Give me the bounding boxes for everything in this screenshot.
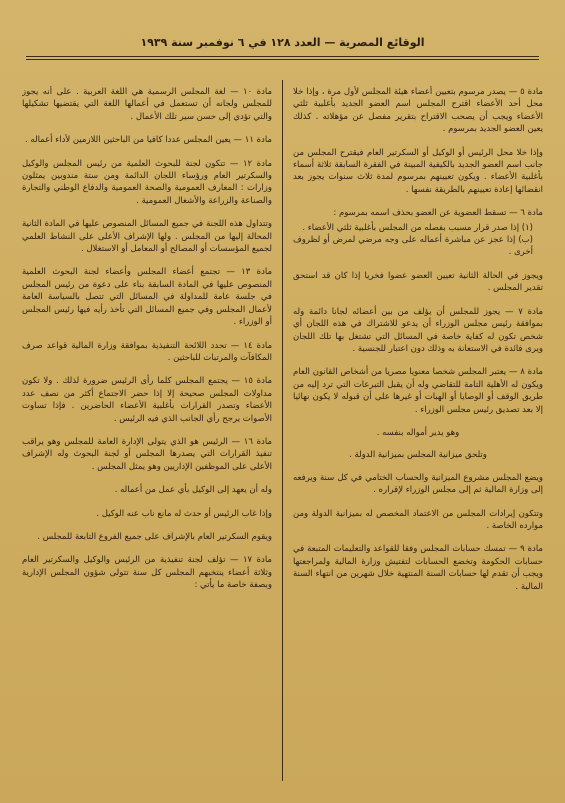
header-rule [26, 56, 539, 57]
article-10: مادة ١٠ — لغة المجلس الرسمية هي اللغة العربية . على أنه يجوز للمجلس ولجانه أن تستعمل في أعمالها اللغة التي يقتضيها تشكيلها والتي تؤدي إلى حسن سير تلك الأعمال . [22, 87, 272, 122]
article-16-line-1: وله أن يعهد إلى الوكيل بأي عمل من أعماله . [114, 485, 272, 496]
article-15: مادة ١٥ — يجتمع المجلس كلما رأى الرئيس ضرورة لذلك . ولا تكون مداولات المجلس صحيحة إلا إذا حضر الاجتماع أكثر من نصف عدد الأعضاء وتصدر القرارات بأغلبية الأعضاء الحاضرين . فإذا تساوت الأصوات يرجح رأي الجانب الذي فيه الرئيس . [22, 376, 272, 424]
left-column [22, 86, 272, 783]
article-6: مادة ٦ — تسقط العضوية عن العضو بحذف اسمه بمرسوم : [333, 208, 543, 219]
article-6-paragraph: ويجوز في الحالة الثانية تعيين العضو عضوا فخريا إذا كان قد استحق تقدير المجلس . [293, 270, 543, 294]
article-8: مادة ٨ — يعتبر المجلس شخصا معنويا مصريا من أشخاص القانون العام ويكون له الأهلية التامة للتقاضي وله أن يقبل التبرعات التي ترد إليه من طريق الوقف أو الوصايا أو الهبات أو غيرها على أن قبوله لا يكون نهائيا إلا بعد تصديق رئيس مجلس الوزراء . [293, 367, 543, 415]
article-16-line-2: وإذا غاب الرئيس أو حدث له مانع ناب عنه الوكيل . [96, 508, 272, 519]
article-12: مادة ١٢ — تتكون لجنة للبحوث العلمية من رئيس المجلس والوكيل والسكرتير العام ورؤساء اللجان الدائمة ومن ستة مندوبين يمثلون وزارات : المعارف العمومية والصحة العمومية والدفاع الوطني والتجارة والصناعة والزراعة والأشغال العمومية . [22, 158, 272, 206]
budget-line: وتلحق ميزانية المجلس بميزانية الدولة . [349, 450, 487, 461]
article-17: مادة ١٧ — تؤلف لجنة تنفيذية من الرئيس والوكيل والسكرتير العام وثلاثة أعضاء ينتخبهم المجلس كل سنة تتولى شؤون المجلس الإدارية وبصفة خاصة ما يأتي : [22, 555, 272, 591]
article-8-line: وهو يدير أمواله بنفسه . [376, 427, 460, 438]
article-5-paragraph-2: وإذا خلا محل الرئيس أو الوكيل أو السكرتير العام فيقترح المجلس من جانب اسم العضو الجديد بالكيفية المبينة في الفقرة السابقة ثلاثة أسماء بأغلبية الأعضاء . ويكون تعيينهم بمرسوم لمدة ثلاث سنوات يجوز بعد انقضائها إعادة تعيينهم بالطريقة نفسها . [293, 147, 543, 195]
header-rule-thin [26, 59, 539, 60]
revenue-paragraph: وتتكون إيرادات المجلس من الاعتماد المخصص له بميزانية الدولة ومن موارده الخاصة . [293, 508, 543, 531]
article-16-line-3: ويقوم السكرتير العام بالإشراف على جميع الفروع التابعة للمجلس . [37, 531, 272, 542]
article-13: مادة ١٣ — تجتمع أعضاء المجلس وأعضاء لجنة البحوث العلمية المنصوص عليها في المادة السابقة بناء على دعوة من رئيس المجلس في جلسة عامة للمداولة في المسائل التي تتصل بالسياسة العامة لأعمال المجلس وفي جميع المسائل التي تأخذ رأيه فيها رئيس المجلس أو الوزراء . [22, 267, 272, 328]
article-7: مادة ٧ — يجوز للمجلس أن يؤلف من بين أعضائه لجانا دائمة وله بموافقة رئيس مجلس الوزراء أن يدعو للاشتراك في هذه اللجان أي شخص تكون له كفاية خاصة في المسائل التي تشتغل بها تلك اللجان ويرى فائدة في الاستعانة به وذلك دون اعتبار للجنسية . [293, 306, 543, 354]
article-12-paragraph: وتتداول هذه اللجنة في جميع المسائل المنصوص عليها في المادة الثانية المحالة إليها من المجلس . ولها الإشراف الأعلى على النشاط العلمي لجميع المؤسسات أو المصالح أو المعامل أو الاستغلال . [22, 219, 272, 255]
column-divider [282, 80, 283, 781]
article-5: مادة ٥ — يصدر مرسوم بتعيين أعضاء هيئة المجلس لأول مرة ، وإذا خلا محل أحد الأعضاء اقترح المجلس اسم العضو الجديد بأغلبية ثلثي الأعضاء ويجب أن يصحب الاقتراح بتقرير مفصل عن مؤهلاته . كذلك يعين العضو الجديد بمرسوم . [293, 87, 543, 135]
right-column [293, 86, 543, 783]
budget-paragraph: ويضع المجلس مشروع الميزانية والحساب الختامي في كل سنة ويرفعه إلى وزارة المالية ثم إلى مجلس الوزراء لإقراره . [293, 472, 543, 496]
article-6-item-2: (ب) إذا عجز عن مباشرة أعماله على وجه مرضي لمرض أو لظروف أخرى . [293, 235, 533, 258]
article-9: مادة ٩ — تمسك حسابات المجلس وفقا للقواعد والتعليمات المتبعة في حسابات الحكومة وتخضع الحسابات لتفتيش وزارة المالية ولمراجعتها ويجب أن تقدم لها حسابات السنة المنتهية خلال شهرين من انتهاء السنة المالية . [293, 544, 543, 592]
article-14: مادة ١٤ — تحدد اللائحة التنفيذية بموافقة وزارة المالية قواعد صرف المكافآت والمرتبات للباحثين . [22, 340, 272, 363]
page-header: الوقائع المصرية — العدد ١٢٨ في ٦ نوفمبر سنة ١٩٣٩ [140, 36, 425, 49]
article-11: مادة ١١ — يعين المجلس عددا كافيا من الباحثين اللازمين لأداء أعماله . [25, 135, 272, 146]
article-6-item-1: (١) إذا صدر قرار مسبب بفصله من المجلس بأغلبية ثلثي الأعضاء . [302, 222, 533, 233]
article-16: مادة ١٦ — الرئيس هو الذي يتولى الإدارة العامة للمجلس وهو يراقب تنفيذ القرارات التي يصدرها المجلس أو لجنة البحوث وله الإشراف الأعلى على الموظفين الإداريين وهو يمثل المجلس . [22, 436, 272, 472]
